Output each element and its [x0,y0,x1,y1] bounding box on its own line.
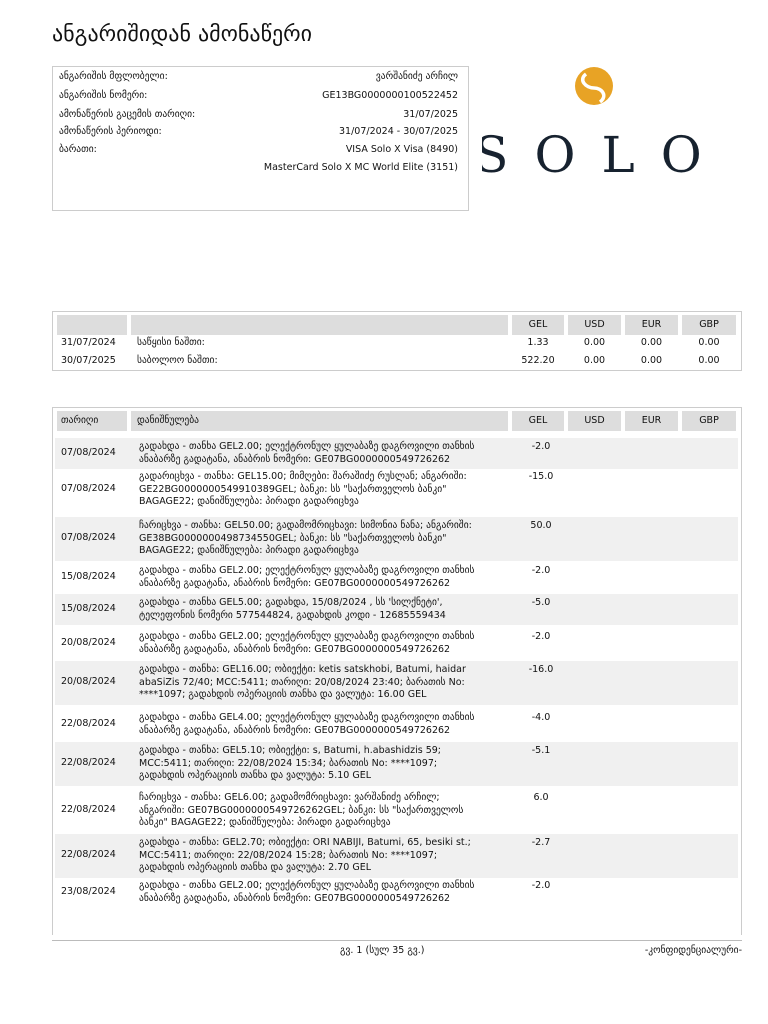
tx-amount-gel: -5.0 [531,597,551,608]
tx-date: 07/08/2024 [61,447,116,458]
tx-amount-gel: -2.0 [531,880,551,891]
balance-value: 1.33 [527,337,549,348]
tx-description-line: გადახდა - თანხა GEL4.00; ელექტრონულ ყულაბაზე დაგროვილი თანხის [139,712,475,723]
balance-date: 31/07/2024 [61,337,116,348]
balance-value: 0.00 [698,355,720,366]
tx-description [139,565,509,590]
solo-logo-mark [482,58,720,182]
balance-table [52,311,742,371]
balance-value: 0.00 [583,337,606,348]
balance-label: საბოლოო ნაშთი: [137,355,218,366]
balance-label: საწყისი ნაშთი: [137,337,205,348]
balance-value: 0.00 [640,355,663,366]
tx-header-gbp: GBP [682,411,736,431]
tx-description-line: გადახდა - თანხა: GEL16.00; ობიექტი: ketis satskhobi, Batumi, haidar [139,664,466,675]
footer-divider [52,940,742,941]
tx-description-line: გადახდა - თანხა GEL2.00; ელექტრონულ ყულაბაზე დაგროვილი თანხის [139,565,475,576]
tx-amount-gel: -2.7 [531,837,551,848]
tx-amount-gel: -4.0 [531,712,551,723]
tx-description-line: ტელეფონის ნომერი 577544824, გადახდის კოდი - 12685559434 [139,609,446,621]
tx-date: 07/08/2024 [61,532,116,543]
balance-header-gbp: GBP [682,315,736,335]
balance-value: 0.00 [640,337,663,348]
tx-amount-gel: 6.0 [533,792,549,803]
tx-description-line: MCC:5411; თარიღი: 22/08/2024 15:28; ბარათის No: ****1097; [139,849,438,861]
tx-description-line: გადახდა - თანხა GEL2.00; ელექტრონულ ყულაბაზე დაგროვილი თანხის [139,880,475,891]
tx-header-description: დანიშნულება [131,411,508,431]
info-row-period [59,126,458,142]
tx-description-line: გადახდის ოპერაციის თანხა და ვალუტა: 5.10 GEL [139,770,371,781]
tx-date: 22/08/2024 [61,718,116,729]
transactions-table [52,407,742,935]
tx-description-line: BAGAGE22; დანიშნულება: პირადი გადარიცხვა [139,496,359,507]
tx-description-line: ჩარიცხვა - თანხა: GEL50.00; გადამომრიცხავი: სიმონია ნანა; ანგარიში: [139,520,472,531]
tx-description [139,441,509,466]
tx-description [139,664,509,702]
tx-header-usd: USD [568,411,621,431]
tx-description-line: GE38BG0000000498734550GEL; ბანკი: სს "საქართველოს ბანკი" [139,532,447,544]
tx-amount-gel: -16.0 [528,664,554,675]
balance-value: 0.00 [583,355,606,366]
tx-date: 15/08/2024 [61,603,116,614]
tx-description-line: გადახდა - თანხა GEL2.00; ელექტრონულ ყულაბაზე დაგროვილი თანხის [139,441,475,452]
info-value: MasterCard Solo X MC World Elite (3151) [263,162,458,173]
tx-date: 22/08/2024 [61,804,116,815]
tx-description [139,837,509,875]
tx-description-line: გადარიცხვა - თანხა: GEL15.00; მიმღები: შარაშიძე რუსლან; ანგარიში: [139,471,467,482]
account-info-box [52,66,469,211]
tx-description-line: ბანკი" BAGAGE22; დანიშნულება: პირადი გადარიცხვა [139,817,391,828]
tx-description-line: ანგარიში: GE07BG0000000549726262GEL; ბანკი: სს "საქართველოს [139,804,464,816]
tx-description-line: გადახდის ოპერაციის თანხა და ვალუტა: 2.70 GEL [139,862,371,873]
info-label: ამონაწერის გაცემის თარიღი: [59,109,196,120]
tx-description-line: ანაბარზე გადატანა, ანაბრის ნომერი: GE07BG0000000549726262 [139,453,451,465]
balance-header-gel: GEL [512,315,564,335]
tx-header-eur: EUR [625,411,678,431]
info-row-card [59,144,458,160]
tx-description-line: ანაბარზე გადატანა, ანაბრის ნომერი: GE07BG0000000549726262 [139,577,451,589]
balance-header-blank [57,315,127,335]
info-value: VISA Solo X Visa (8490) [345,144,458,155]
tx-description [139,745,509,783]
info-label: ანგარიშის ნომერი: [59,90,148,101]
logo-text: SOLO [482,126,720,182]
tx-description-line: GE22BG0000000549910389GEL; ბანკი: სს "საქართველოს ბანკი" [139,483,447,495]
tx-date: 20/08/2024 [61,676,116,687]
tx-date: 15/08/2024 [61,571,116,582]
solo-logo [482,58,720,182]
balance-date: 30/07/2025 [61,355,116,366]
tx-description-line: გადახდა - თანხა GEL2.00; ელექტრონულ ყულაბაზე დაგროვილი თანხის [139,631,475,642]
tx-date: 22/08/2024 [61,757,116,768]
tx-description [139,880,509,905]
tx-description [139,520,509,558]
tx-description-line: BAGAGE22; დანიშნულება: პირადი გადარიცხვა [139,545,359,556]
tx-description-line: ****1097; გადახდის ოპერაციის თანხა და ვალუტა: 16.00 GEL [139,689,427,700]
info-row-owner [59,71,458,87]
tx-description [139,712,509,737]
tx-description [139,471,509,509]
tx-description-line: ანაბარზე გადატანა, ანაბრის ნომერი: GE07BG0000000549726262 [139,643,451,655]
info-label: ანგარიშის მფლობელი: [59,71,168,82]
tx-description-line: გადახდა - თანხა: GEL5.10; ობიექტი: s, Batumi, h.abashidzis 59; [139,745,441,756]
tx-amount-gel: -2.0 [531,565,551,576]
tx-description-line: გადახდა - თანხა GEL5.00; გადახდა, 15/08/2024 , სს 'სილქნეტი', [139,597,443,608]
tx-description [139,597,509,622]
info-row-account-number [59,90,458,106]
balance-header-usd: USD [568,315,621,335]
tx-header-date: თარიღი [57,411,127,431]
tx-amount-gel: -15.0 [528,471,554,482]
tx-description-line: MCC:5411; თარიღი: 22/08/2024 15:34; ბარათის No: ****1097; [139,757,438,769]
tx-amount-gel: 50.0 [530,520,552,531]
info-value: 31/07/2024 - 30/07/2025 [339,126,458,137]
info-label: ბარათი: [59,144,97,155]
balance-value: 522.20 [521,355,555,366]
tx-date: 20/08/2024 [61,637,116,648]
tx-description-line: abaSiZis 72/40; MCC:5411; თარიღი: 20/08/2024 23:40; ბარათის No: [139,676,465,688]
info-value: ვარშანიძე არჩილ [375,71,458,82]
tx-description-line: გადახდა - თანხა: GEL2.70; ობიექტი: ORI NABIJI, Batumi, 65, besiki st.; [139,837,471,848]
balance-value: 0.00 [698,337,720,348]
tx-date: 07/08/2024 [61,483,116,494]
footer-page-number: გვ. 1 (სულ 35 გვ.) [340,945,425,956]
tx-description-line: ანაბარზე გადატანა, ანაბრის ნომერი: GE07BG0000000549726262 [139,892,451,904]
tx-header-gel: GEL [512,411,564,431]
footer-confidential: -კონფიდენციალური- [644,945,742,956]
info-label: ამონაწერის პერიოდი: [59,126,162,137]
tx-amount-gel: -2.0 [531,441,551,452]
balance-header-blank [131,315,508,335]
page-title: ანგარიშიდან ამონაწერი [52,22,313,47]
info-row-card-2 [59,162,458,178]
tx-amount-gel: -2.0 [531,631,551,642]
tx-description-line: ანაბარზე გადატანა, ანაბრის ნომერი: GE07BG0000000549726262 [139,724,451,736]
tx-amount-gel: -5.1 [531,745,551,756]
tx-date: 23/08/2024 [61,886,116,897]
tx-description-line: ჩარიცხვა - თანხა: GEL6.00; გადამომრიცხავი: ვარშანიძე არჩილ; [139,792,440,803]
info-value: 31/07/2025 [403,109,458,120]
tx-date: 22/08/2024 [61,849,116,860]
logo-circle-icon [575,67,613,105]
info-row-issue-date [59,109,458,125]
info-value: GE13BG0000000100522452 [322,90,458,101]
tx-description [139,631,509,656]
tx-description [139,792,509,830]
balance-header-eur: EUR [625,315,678,335]
